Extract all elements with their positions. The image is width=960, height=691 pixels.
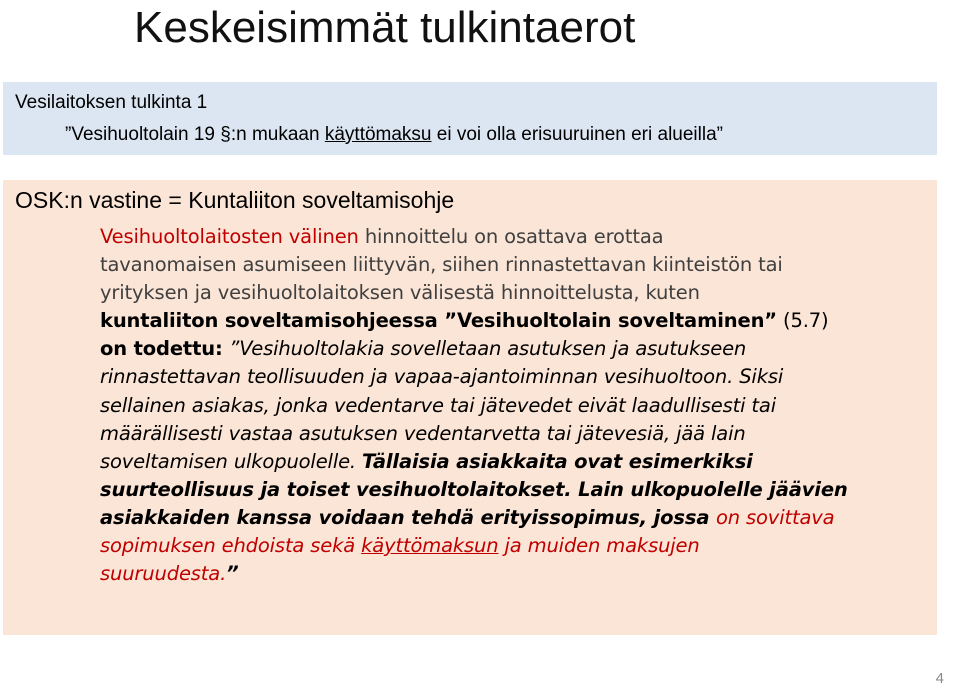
body-line bbox=[100, 532, 930, 560]
body-line bbox=[100, 504, 930, 532]
body-segment: soveltamisen ulkopuolelle. bbox=[100, 449, 363, 473]
interpretation-quote bbox=[65, 123, 723, 147]
body-segment: ” bbox=[226, 562, 239, 586]
body-line: tavanomaisen asumiseen liittyvän, siihen rinnastettavan kiinteistön tai bbox=[100, 253, 783, 277]
body-line bbox=[100, 223, 930, 251]
body-line: sellainen asiakas, jonka vedentarve tai jätevedet eivät laadullisesti tai bbox=[100, 393, 776, 417]
body-line: suurteollisuus ja toiset vesihuoltolaitokset. Lain ulkopuolelle jäävien bbox=[100, 477, 848, 501]
interpretation-box bbox=[3, 82, 937, 155]
body-segment: sopimuksen ehdoista sekä bbox=[100, 534, 362, 558]
body-segment: on sovittava bbox=[715, 505, 835, 529]
body-line bbox=[100, 448, 930, 476]
interpretation-heading: Vesilaitoksen tulkinta 1 bbox=[15, 92, 208, 113]
quote-open: ”Vesihuoltolain 19 §:n mukaan bbox=[65, 124, 325, 145]
body-line bbox=[100, 307, 930, 335]
body-segment: suuruudesta. bbox=[100, 562, 227, 586]
body-segment: Vesihuoltolaitosten välinen bbox=[100, 225, 359, 248]
body-segment: on todettu: bbox=[100, 337, 230, 361]
response-body bbox=[100, 223, 930, 588]
body-segment: kuntaliiton soveltamisohjeessa ”Vesihuoltolain soveltaminen” bbox=[100, 309, 777, 333]
quote-link: käyttömaksu bbox=[324, 124, 432, 145]
response-heading: OSK:n vastine = Kuntaliiton soveltamisohje bbox=[15, 187, 455, 213]
body-segment: hinnoittelu on osattava erottaa bbox=[358, 225, 664, 248]
body-segment: (5.7) bbox=[776, 309, 829, 333]
body-segment: asiakkaiden kanssa voidaan tehdä erityissopimus, jossa bbox=[100, 505, 716, 529]
slide-title: Keskeisimmät tulkintaerot bbox=[134, 3, 636, 52]
quote-close: ei voi olla erisuuruinen eri alueilla” bbox=[431, 124, 723, 145]
body-line: rinnastettavan teollisuuden ja vapaa-ajantoiminnan vesihuoltoon. Siksi bbox=[100, 365, 784, 389]
body-segment: ”Vesihuoltolakia sovelletaan asutuksen ja asutukseen bbox=[229, 337, 747, 361]
body-line: yrityksen ja vesihuoltolaitoksen välisestä hinnoittelusta, kuten bbox=[100, 281, 700, 305]
body-line bbox=[100, 335, 930, 363]
body-segment: ja muiden maksujen bbox=[498, 534, 700, 558]
response-box bbox=[3, 180, 937, 635]
page-number: 4 bbox=[935, 670, 944, 687]
body-segment: käyttömaksun bbox=[361, 534, 499, 558]
body-line bbox=[100, 560, 930, 588]
body-line: määrällisesti vastaa asutuksen vedentarvetta tai jätevesiä, jää lain bbox=[100, 421, 746, 445]
body-segment: Tällaisia asiakkaita ovat esimerkiksi bbox=[362, 449, 753, 473]
